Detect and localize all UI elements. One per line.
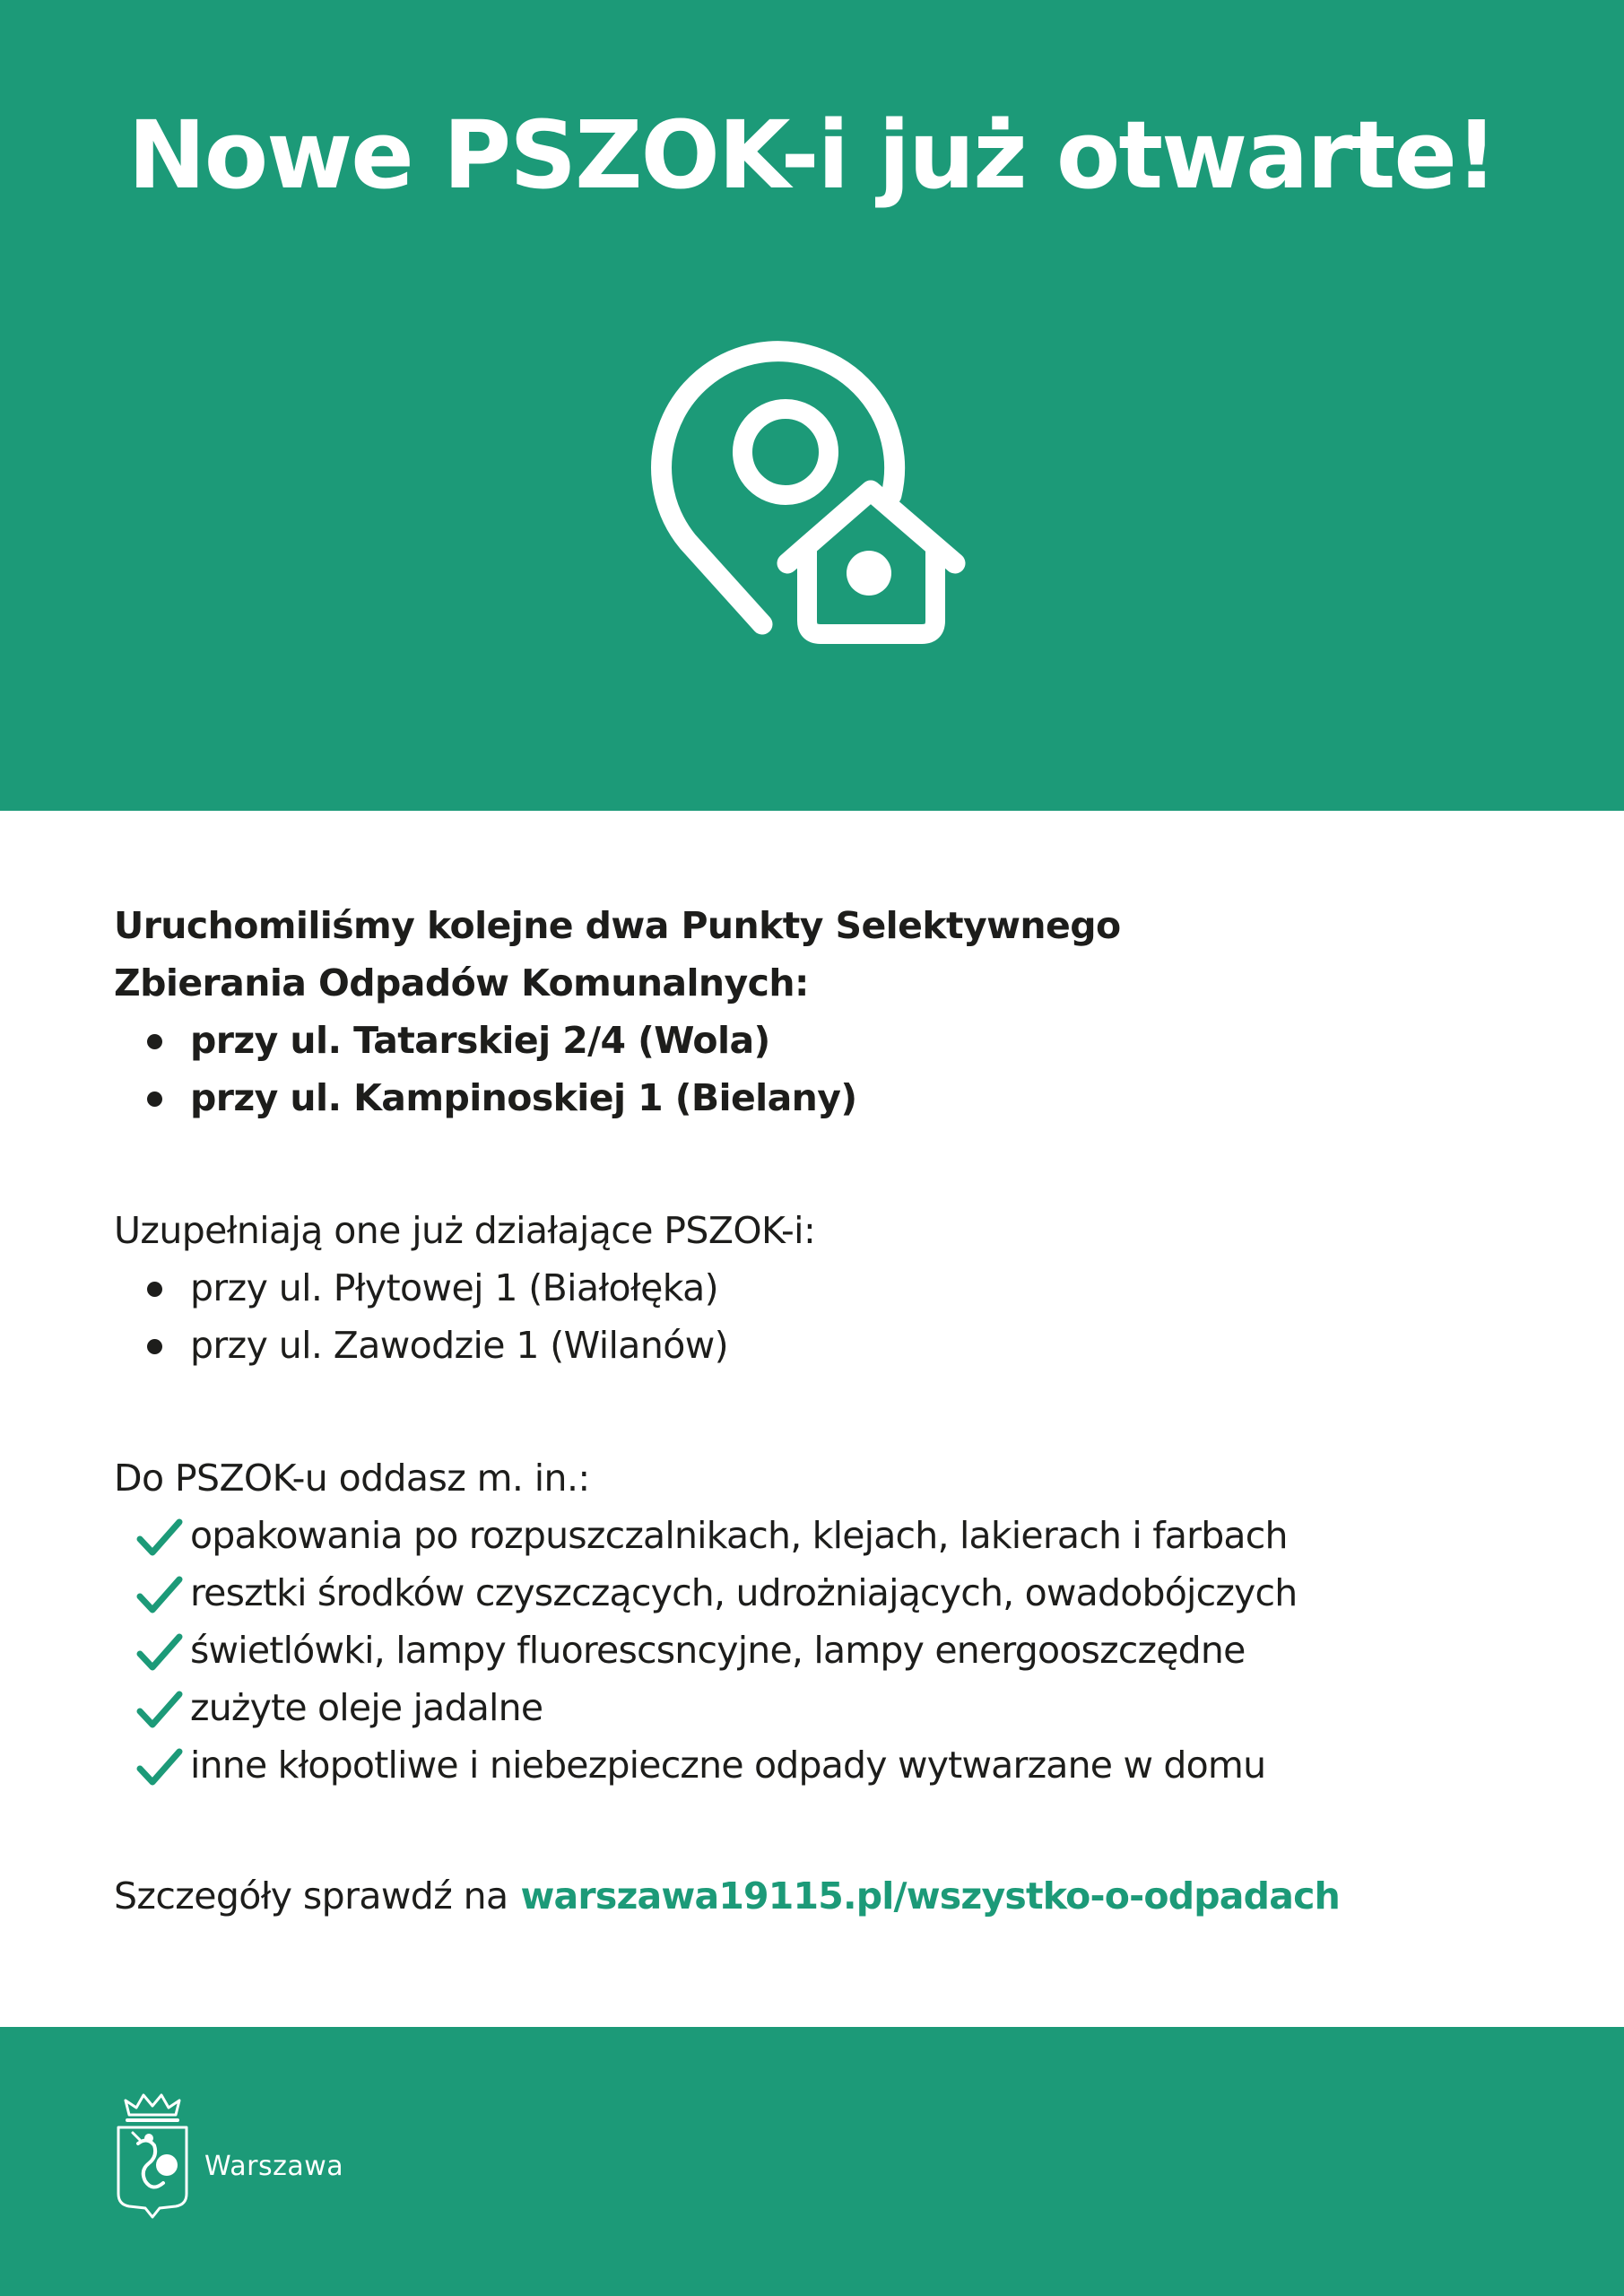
bullet-dot-icon xyxy=(147,1339,162,1354)
list-item-text: przy ul. Zawodzie 1 (Wilanów) xyxy=(190,1324,729,1367)
existing-label: Uzupełniają one już działające PSZOK-i: xyxy=(114,1209,816,1252)
list-item-text: przy ul. Tatarskiej 2/4 (Wola) xyxy=(190,1019,770,1062)
list-item xyxy=(114,1679,1549,1736)
list-item-text: resztki środków czyszczących, udrożniających, owadobójczych xyxy=(190,1571,1298,1614)
brand-name: Warszawa xyxy=(204,2151,344,2182)
checkmark-icon xyxy=(136,1518,183,1557)
warsaw-crest-icon xyxy=(113,2088,192,2222)
accepted-items-list xyxy=(114,1507,1549,1794)
list-item xyxy=(114,1317,1549,1374)
list-item-text: przy ul. Płytowej 1 (Białołęka) xyxy=(190,1266,719,1309)
checkmark-icon xyxy=(136,1575,183,1614)
existing-locations-list xyxy=(114,1259,1549,1374)
details-line xyxy=(114,1867,1549,1925)
lead-line-2: Zbierania Odpadów Komunalnych: xyxy=(114,961,809,1004)
list-item xyxy=(114,1736,1549,1794)
checkmark-icon xyxy=(136,1747,183,1787)
bullet-dot-icon xyxy=(147,1034,162,1049)
list-item xyxy=(114,1622,1549,1679)
list-item xyxy=(114,1259,1549,1317)
accepted-section xyxy=(114,1449,1549,1794)
list-item-text: przy ul. Kampinoskiej 1 (Bielany) xyxy=(190,1076,857,1119)
lead-line-1: Uruchomiliśmy kolejne dwa Punkty Selektywnego xyxy=(114,904,1121,947)
main-content xyxy=(114,897,1549,1925)
details-text: Szczegóły sprawdź na xyxy=(114,1874,508,1918)
list-item-text: inne kłopotliwe i niebezpieczne odpady wytwarzane w domu xyxy=(190,1744,1266,1787)
new-locations-list xyxy=(114,1012,1549,1126)
list-item-text: świetlówki, lampy fluorescsncyjne, lampy energooszczędne xyxy=(190,1629,1246,1672)
list-item xyxy=(114,1012,1549,1069)
bullet-dot-icon xyxy=(147,1282,162,1297)
list-item-text: zużyte oleje jadalne xyxy=(190,1686,543,1729)
location-pin-home-icon xyxy=(628,316,986,657)
list-item-text: opakowania po rozpuszczalnikach, klejach, lakierach i farbach xyxy=(190,1514,1288,1557)
list-item xyxy=(114,1069,1549,1126)
existing-section xyxy=(114,1202,1549,1374)
checkmark-icon xyxy=(136,1632,183,1672)
list-item xyxy=(114,1507,1549,1564)
accepted-label: Do PSZOK-u oddasz m. in.: xyxy=(114,1457,590,1500)
checkmark-icon xyxy=(136,1690,183,1729)
page-title: Nowe PSZOK-i już otwarte! xyxy=(127,100,1497,210)
list-item xyxy=(114,1564,1549,1622)
details-link[interactable]: warszawa19115.pl/wszystko-o-odpadach xyxy=(520,1874,1340,1918)
bullet-dot-icon xyxy=(147,1091,162,1107)
